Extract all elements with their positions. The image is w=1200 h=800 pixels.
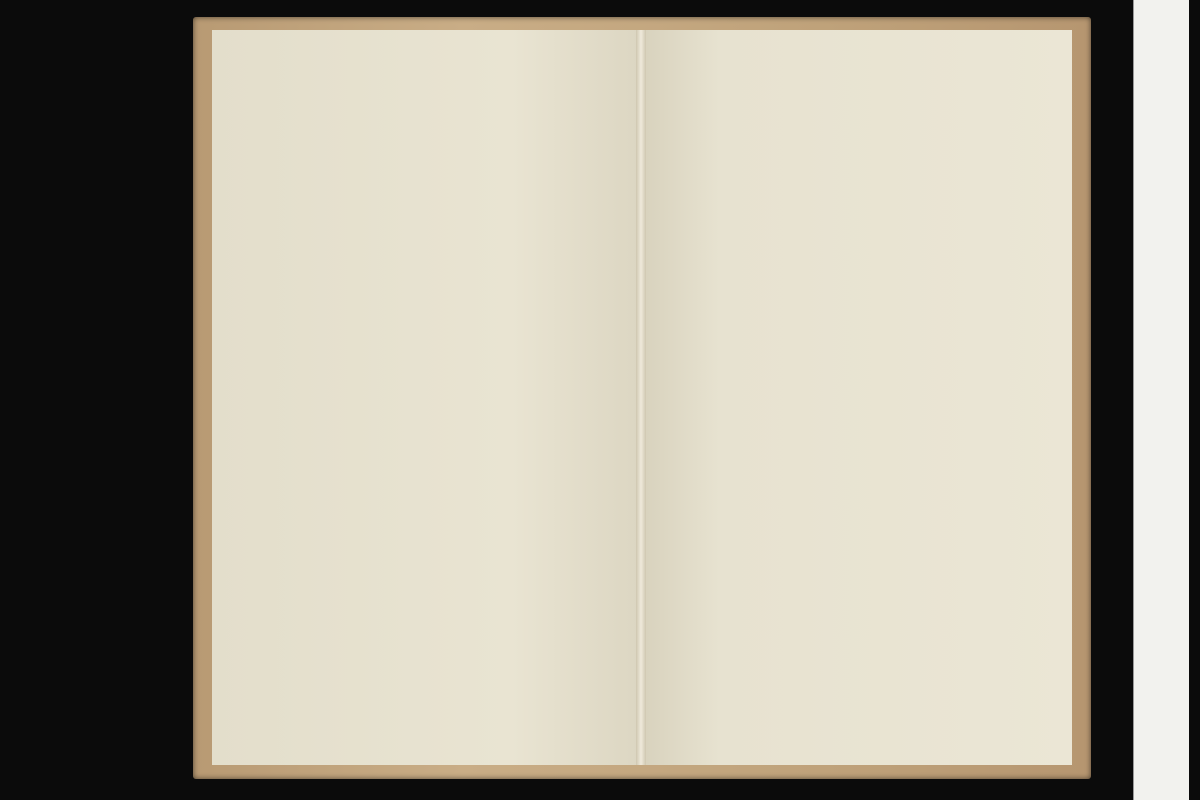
ruler: [1133, 0, 1189, 800]
left-page: [212, 30, 640, 765]
book-gutter: [636, 30, 646, 765]
right-page: [642, 30, 1072, 765]
